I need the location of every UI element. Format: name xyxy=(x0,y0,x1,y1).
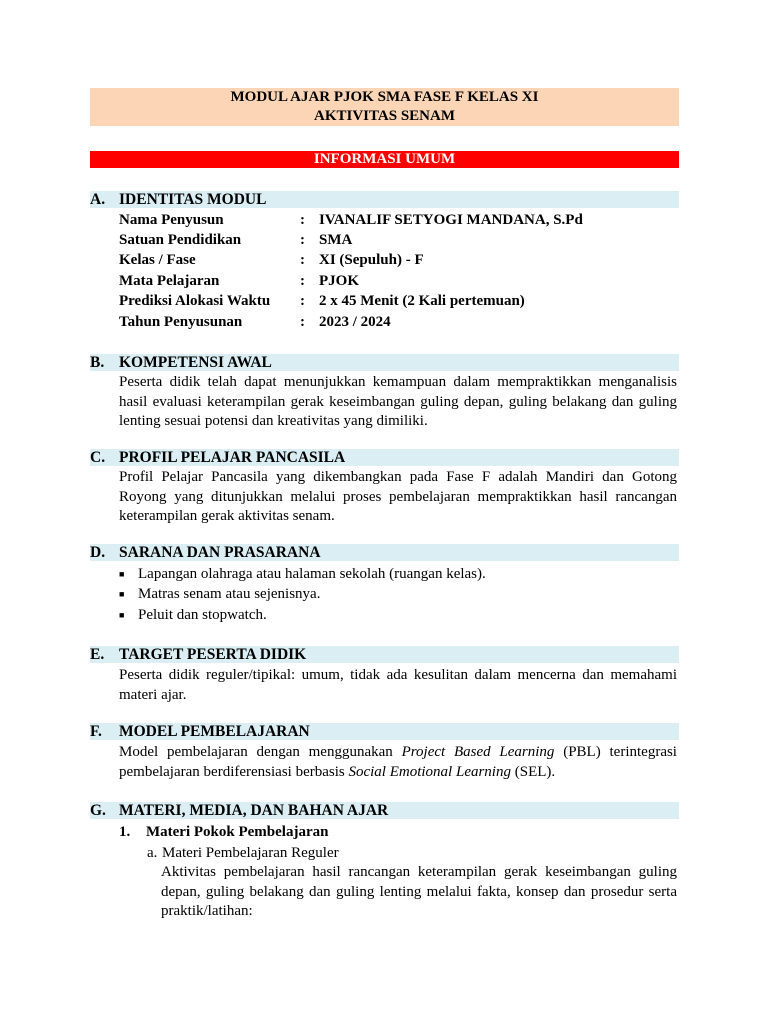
subsection-number: 1. xyxy=(119,824,131,840)
identity-value: 2023 / 2024 xyxy=(319,314,391,330)
section-b-title: KOMPETENSI AWAL xyxy=(119,354,272,371)
module-title-line2: AKTIVITAS SENAM xyxy=(314,108,455,124)
section-b-letter: B. xyxy=(90,354,105,371)
identity-label: Satuan Pendidikan xyxy=(119,232,242,248)
square-bullet-icon: ■ xyxy=(119,610,125,620)
list-item-text: Lapangan olahraga atau halaman sekolah (ruangan kelas). xyxy=(138,566,486,582)
section-b-header xyxy=(90,354,679,371)
identity-label: Nama Penyusun xyxy=(119,212,224,228)
identity-label: Prediksi Alokasi Waktu xyxy=(119,293,271,309)
section-g-header xyxy=(90,802,679,819)
subsection-title: Materi Pokok Pembelajaran xyxy=(146,824,329,840)
identity-colon: : xyxy=(300,314,305,330)
identity-colon: : xyxy=(300,273,305,289)
section-g-text: Aktivitas pembelajaran hasil rancangan keterampilan gerak keseimbangan guling depan, guling belakang dan guling lenting melalui fakta, konsep dan prosedur serta praktik/latihan: xyxy=(161,864,677,919)
identity-value: XI (Sepuluh) - F xyxy=(319,252,424,268)
section-c-letter: C. xyxy=(90,449,106,466)
identity-value: IVANALIF SETYOGI MANDANA, S.Pd xyxy=(319,212,583,228)
section-f-text-italic2: Social Emotional Learning xyxy=(348,763,511,780)
section-f-title: MODEL PEMBELAJARAN xyxy=(119,723,310,740)
section-g-letter: G. xyxy=(90,802,106,819)
section-f-letter: F. xyxy=(90,723,102,740)
square-bullet-icon: ■ xyxy=(119,569,125,579)
identity-value: 2 x 45 Menit (2 Kali pertemuan) xyxy=(319,293,525,309)
identity-colon: : xyxy=(300,212,305,228)
list-item-text: Peluit dan stopwatch. xyxy=(138,607,267,623)
identity-value: PJOK xyxy=(319,273,359,289)
section-f-text xyxy=(119,743,677,782)
section-a-title: IDENTITAS MODUL xyxy=(119,191,267,208)
identity-colon: : xyxy=(300,293,305,309)
square-bullet-icon: ■ xyxy=(119,589,125,599)
identity-label: Kelas / Fase xyxy=(119,252,196,268)
identity-colon: : xyxy=(300,252,305,268)
section-f-text-italic1: Project Based Learning xyxy=(401,744,555,760)
section-e-text: Peserta didik reguler/tipikal: umum, tidak ada kesulitan dalam mencerna dan memahami materi ajar. xyxy=(119,667,677,703)
section-c-title: PROFIL PELAJAR PANCASILA xyxy=(119,449,346,466)
identity-colon: : xyxy=(300,232,305,248)
sub-subsection-letter: a. xyxy=(147,845,158,861)
section-d-title: SARANA DAN PRASARANA xyxy=(119,544,321,561)
identity-label: Tahun Penyusunan xyxy=(119,314,243,330)
info-umum-bar: INFORMASI UMUM xyxy=(90,151,679,168)
section-c-text: Profil Pelajar Pancasila yang dikembangkan pada Fase F adalah Mandiri dan Gotong Royong yang ditunjukkan melalui proses pembelajaran mempraktikkan hasil rancangan keterampilan gerak aktivitas senam. xyxy=(119,469,677,524)
section-e-title: TARGET PESERTA DIDIK xyxy=(119,646,307,663)
section-b-text: Peserta didik telah dapat menunjukkan kemampuan dalam mempraktikkan menganalisis hasil evaluasi keterampilan gerak keseimbangan guling depan, guling belakang dan guling lenting sesuai potensi dan kreativitas yang dimiliki. xyxy=(119,374,677,429)
section-g-title: MATERI, MEDIA, DAN BAHAN AJAR xyxy=(119,802,389,819)
section-d-header xyxy=(90,544,679,561)
section-a-header xyxy=(90,191,679,208)
module-title-line1: MODUL AJAR PJOK SMA FASE F KELAS XI xyxy=(230,89,539,105)
section-f-text-part3: (SEL). xyxy=(510,763,556,780)
module-title-box xyxy=(90,88,679,126)
identity-value: SMA xyxy=(319,232,353,248)
section-e-header xyxy=(90,646,679,663)
section-e-letter: E. xyxy=(90,646,105,663)
section-f-header xyxy=(90,723,679,740)
list-item-text: Matras senam atau sejenisnya. xyxy=(138,586,321,602)
section-c-header xyxy=(90,449,679,466)
section-d-letter: D. xyxy=(90,544,106,561)
section-a-letter: A. xyxy=(90,191,106,208)
sub-subsection-title: Materi Pembelajaran Reguler xyxy=(162,845,339,861)
section-f-text-part1: Model pembelajaran dengan menggunakan xyxy=(119,744,402,760)
identity-label: Mata Pelajaran xyxy=(119,273,220,289)
section-f-text-part2: (PBL) terintegrasi pembelajaran berdiferensiasi berbasis xyxy=(119,744,677,780)
